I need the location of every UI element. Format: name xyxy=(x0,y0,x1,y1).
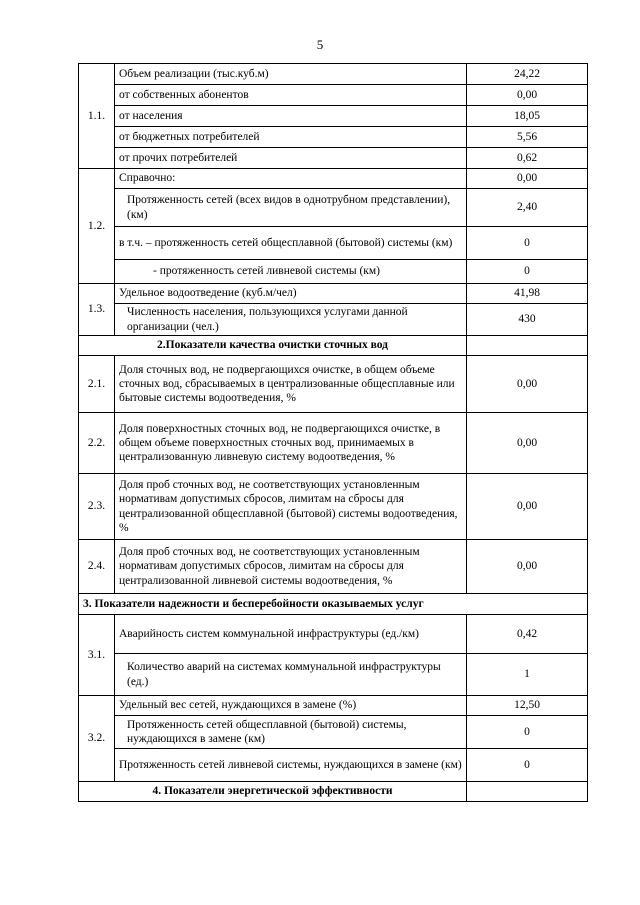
row-value: 0,00 xyxy=(467,169,588,189)
row-value: 0 xyxy=(467,749,588,782)
row-number: 2.1. xyxy=(79,356,115,413)
row-value: 12,50 xyxy=(467,696,588,716)
table-row xyxy=(79,615,588,654)
table-row xyxy=(79,284,588,304)
row-number: 1.2. xyxy=(79,169,115,284)
row-value: 430 xyxy=(467,304,588,336)
table-row xyxy=(79,227,588,260)
row-number: 3.1. xyxy=(79,615,115,696)
section-4-title: 4. Показатели энергетической эффективности xyxy=(79,782,467,802)
row-value: 0,00 xyxy=(467,85,588,106)
row-value: 0,62 xyxy=(467,148,588,169)
table-row xyxy=(79,716,588,749)
row-label: Протяженность сетей (всех видов в однотрубном представлении), (км) xyxy=(115,189,467,227)
row-label: от населения xyxy=(115,106,467,127)
row-value: 18,05 xyxy=(467,106,588,127)
row-value: 5,56 xyxy=(467,127,588,148)
row-number: 2.2. xyxy=(79,413,115,474)
table-row xyxy=(79,127,588,148)
section-header-row xyxy=(79,594,588,615)
row-label: Доля проб сточных вод, не соответствующих установленным нормативам допустимых сбросов, лимитам на сбросы для централизованной общесплавной (бытовой) системы водоотведения, % xyxy=(115,474,467,540)
section-2-title: 2.Показатели качества очистки сточных вод xyxy=(79,336,467,356)
row-value: 2,40 xyxy=(467,189,588,227)
section-3-title: 3. Показатели надежности и бесперебойности оказываемых услуг xyxy=(79,594,588,615)
table-row xyxy=(79,304,588,336)
table-row xyxy=(79,654,588,696)
row-number: 1.1. xyxy=(79,64,115,169)
row-value: 0,00 xyxy=(467,413,588,474)
row-label: от бюджетных потребителей xyxy=(115,127,467,148)
row-label: Справочно: xyxy=(115,169,467,189)
table-row xyxy=(79,189,588,227)
row-label: Удельный вес сетей, нуждающихся в замене (%) xyxy=(115,696,467,716)
table-row xyxy=(79,749,588,782)
row-label: Аварийность систем коммунальной инфраструктуры (ед./км) xyxy=(115,615,467,654)
row-value: 0 xyxy=(467,260,588,284)
table-row xyxy=(79,169,588,189)
row-value: 0,42 xyxy=(467,615,588,654)
table-row xyxy=(79,696,588,716)
table-row xyxy=(79,540,588,594)
row-label: Количество аварий на системах коммунальной инфраструктуры (ед.) xyxy=(115,654,467,696)
row-label: Численность населения, пользующихся услугами данной организации (чел.) xyxy=(115,304,467,336)
row-number: 2.3. xyxy=(79,474,115,540)
row-value: 41,98 xyxy=(467,284,588,304)
row-value: 0,00 xyxy=(467,474,588,540)
row-value: 0,00 xyxy=(467,356,588,413)
table-row xyxy=(79,106,588,127)
table-row xyxy=(79,474,588,540)
indicators-table xyxy=(78,63,588,802)
row-label: Доля поверхностных сточных вод, не подвергающихся очистке, в общем объеме поверхностных сточных вод, принимаемых в централизованную ливневую систему водоотведения, % xyxy=(115,413,467,474)
row-number: 1.3. xyxy=(79,284,115,336)
row-number: 3.2. xyxy=(79,696,115,782)
row-label: Удельное водоотведение (куб.м/чел) xyxy=(115,284,467,304)
row-label: от собственных абонентов xyxy=(115,85,467,106)
row-label: Доля сточных вод, не подвергающихся очистке, в общем объеме сточных вод, сбрасываемых в централизованные общесплавные или бытовые системы водоотведения, % xyxy=(115,356,467,413)
row-label: Протяженность сетей общесплавной (бытовой) системы, нуждающихся в замене (км) xyxy=(115,716,467,749)
row-value: 0 xyxy=(467,716,588,749)
table-row xyxy=(79,148,588,169)
row-label: в т.ч. – протяженность сетей общесплавной (бытовой) системы (км) xyxy=(115,227,467,260)
row-value: 0,00 xyxy=(467,540,588,594)
table-row xyxy=(79,356,588,413)
row-value: 24,22 xyxy=(467,64,588,85)
row-number: 2.4. xyxy=(79,540,115,594)
empty-cell xyxy=(467,782,588,802)
empty-cell xyxy=(467,336,588,356)
row-value: 0 xyxy=(467,227,588,260)
table-row xyxy=(79,85,588,106)
row-value: 1 xyxy=(467,654,588,696)
section-header-row xyxy=(79,336,588,356)
table-row xyxy=(79,260,588,284)
row-label: от прочих потребителей xyxy=(115,148,467,169)
row-label: Объем реализации (тыс.куб.м) xyxy=(115,64,467,85)
row-label: - протяженность сетей ливневой системы (км) xyxy=(115,260,467,284)
row-label: Протяженность сетей ливневой системы, нуждающихся в замене (км) xyxy=(115,749,467,782)
table-row xyxy=(79,413,588,474)
section-header-row xyxy=(79,782,588,802)
row-label: Доля проб сточных вод, не соответствующих установленным нормативам допустимых сбросов, лимитам на сбросы для централизованной ливневой системы водоотведения, % xyxy=(115,540,467,594)
table-row xyxy=(79,64,588,85)
page-number: 5 xyxy=(316,37,324,52)
